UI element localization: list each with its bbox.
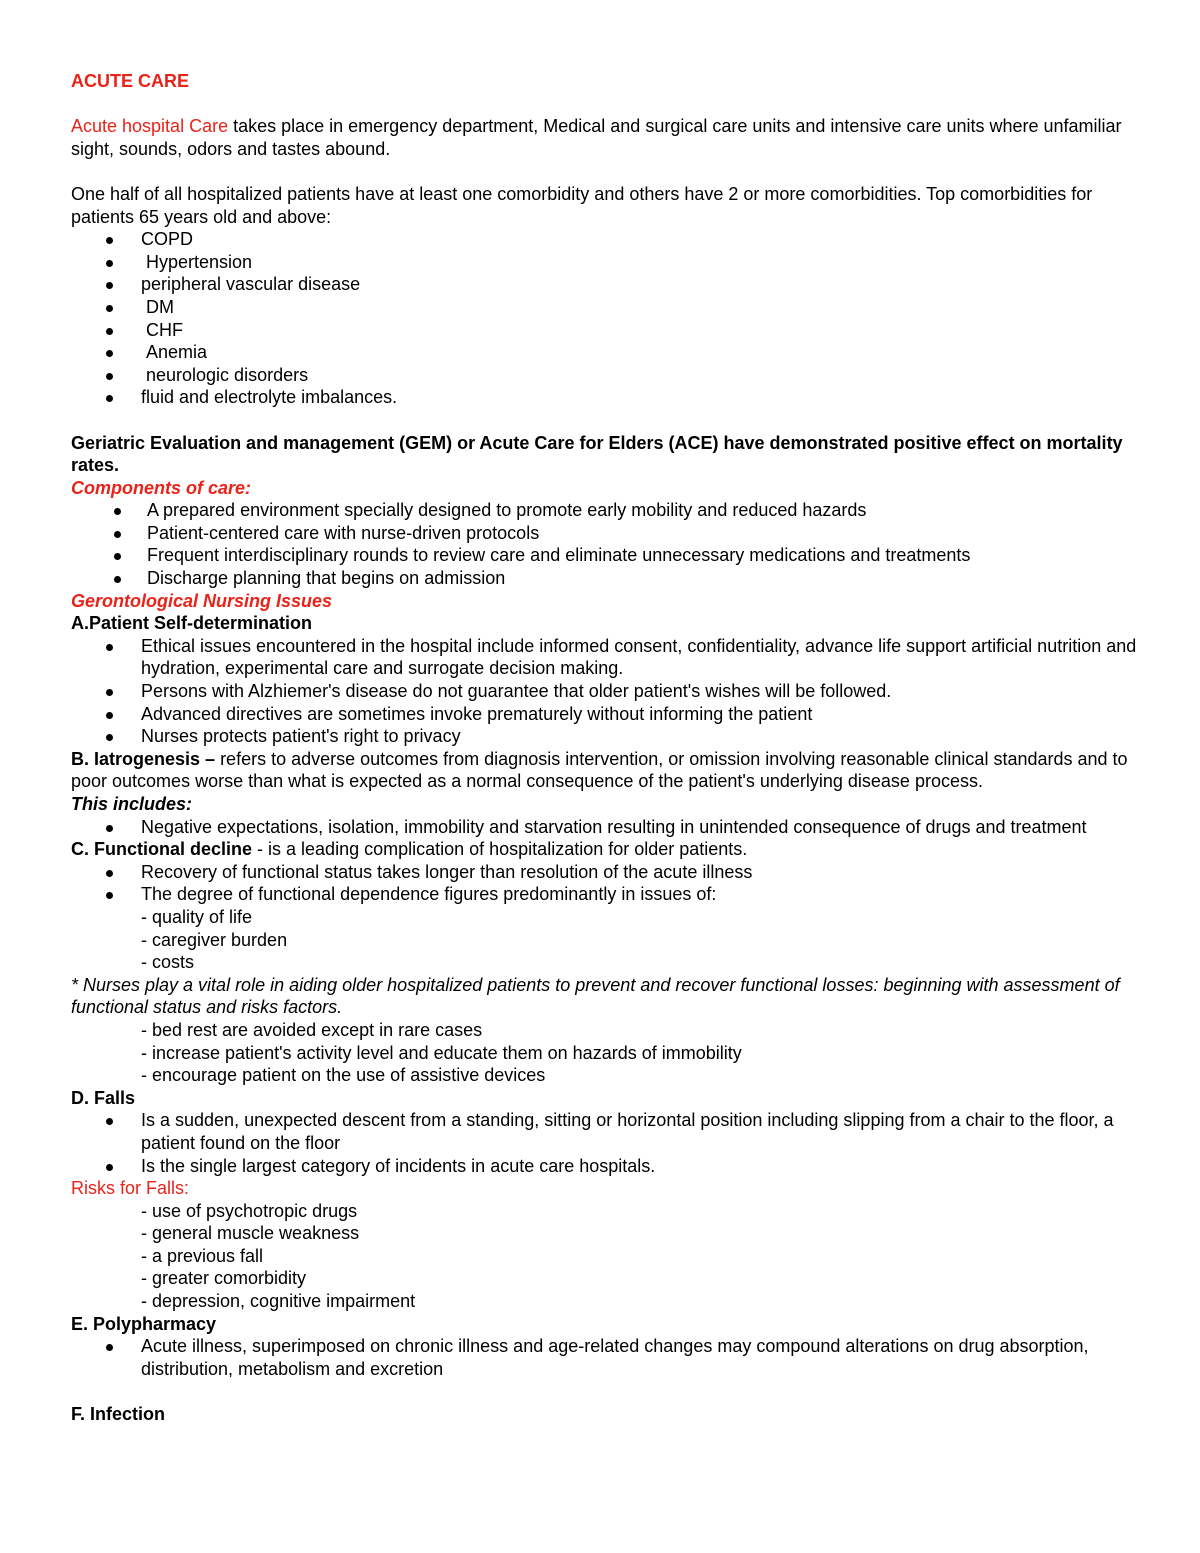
bullet-icon [106,644,113,651]
list-item: Persons with Alzhiemer's disease do not guarantee that older patient's wishes will be followed. [71,680,1141,703]
components-heading: Components of care: [71,477,252,498]
list-item: Recovery of functional status takes longer than resolution of the acute illness [71,861,1141,884]
bullet-icon [106,350,113,357]
sub-item: - caregiver burden [141,929,288,950]
sub-item: - use of psychotropic drugs [141,1200,358,1221]
bullet-icon [106,373,113,380]
sub-item: - increase patient's activity level and educate them on hazards of immobility [141,1042,742,1063]
list-item: fluid and electrolyte imbalances. [71,386,1141,409]
section-c-text: - is a leading complication of hospitalization for older patients. [252,839,748,860]
bullet-icon [106,282,113,289]
list-item: Anemia [71,341,1141,364]
section-c-note: * Nurses play a vital role in aiding older hospitalized patients to prevent and recover functional losses: beginning with assessment of functional status and risks factors. [71,974,1120,1018]
comorbidity-list [71,228,1141,409]
section-c-list [71,861,1141,906]
section-b-list [71,816,1141,839]
issues-heading: Gerontological Nursing Issues [71,590,333,611]
list-item: Is the single largest category of incidents in acute care hospitals. [71,1155,1141,1178]
list-item: Is a sudden, unexpected descent from a standing, sitting or horizontal position including slipping from a chair to the floor, a patient found on the floor [71,1109,1141,1154]
list-item: Acute illness, superimposed on chronic illness and age-related changes may compound alterations on drug absorption, distribution, metabolism and excretion [71,1335,1141,1380]
section-a-heading: A.Patient Self-determination [71,613,313,634]
comorbidity-paragraph: One half of all hospitalized patients have at least one comorbidity and others have 2 or more comorbidities. Top comorbidities for patients 65 years old and above: [71,183,1093,227]
sub-item: - encourage patient on the use of assistive devices [141,1065,546,1086]
section-e-list [71,1335,1141,1380]
list-item: COPD [71,228,1141,251]
list-item: Discharge planning that begins on admission [71,567,1141,590]
bullet-icon [114,531,121,538]
bullet-icon [106,328,113,335]
bullet-icon [114,553,121,560]
bullet-icon [114,508,121,515]
section-c-heading: C. Functional decline [71,839,253,860]
bullet-icon [106,395,113,402]
bullet-icon [106,305,113,312]
sub-item: - costs [141,952,195,973]
bullet-icon [106,689,113,696]
sub-item: - depression, cognitive impairment [141,1291,416,1312]
sub-item: - bed rest are avoided except in rare cases [141,1019,483,1040]
bullet-icon [106,260,113,267]
bullet-icon [106,870,113,877]
document-page [71,70,1141,1426]
bullet-icon [106,892,113,899]
section-d-list [71,1109,1141,1177]
list-item: The degree of functional dependence figures predominantly in issues of: [71,883,1141,906]
section-f-heading: F. Infection [71,1404,165,1425]
sub-item: - a previous fall [141,1245,264,1266]
intro-highlight: Acute hospital Care [71,116,229,137]
bullet-icon [106,237,113,244]
list-item: Nurses protects patient's right to privacy [71,725,1141,748]
intro-paragraph [71,115,1141,160]
list-item: Hypertension [71,251,1141,274]
list-item: neurologic disorders [71,364,1141,387]
list-item: Ethical issues encountered in the hospital include informed consent, confidentiality, advance life support artificial nutrition and hydration, experimental care and surrogate decision making. [71,635,1141,680]
bullet-icon [106,1118,113,1125]
bullet-icon [106,1344,113,1351]
section-b-paragraph [71,748,1141,793]
section-e-heading: E. Polypharmacy [71,1313,217,1334]
list-item: Negative expectations, isolation, immobility and starvation resulting in unintended consequence of drugs and treatment [71,816,1141,839]
intro-text: takes place in emergency department, Medical and surgical care units and intensive care units where unfamiliar sight, sounds, odors and tastes abound. [71,116,1122,159]
sub-item: - general muscle weakness [141,1223,360,1244]
sub-item: - greater comorbidity [141,1268,307,1289]
section-a-list [71,635,1141,748]
bullet-icon [106,734,113,741]
sub-item: - quality of life [141,906,253,927]
list-item: DM [71,296,1141,319]
list-item: Frequent interdisciplinary rounds to review care and eliminate unnecessary medications and treatments [71,544,1141,567]
bullet-icon [106,1164,113,1171]
components-list [71,499,1141,589]
risks-heading: Risks for Falls: [71,1178,190,1199]
gem-heading: Geriatric Evaluation and management (GEM) or Acute Care for Elders (ACE) have demonstrated positive effect on mortality rates. [71,432,1123,476]
list-item: A prepared environment specially designed to promote early mobility and reduced hazards [71,499,1141,522]
bullet-icon [106,712,113,719]
section-b-heading: B. Iatrogenesis – [71,748,216,769]
section-b-text: refers to adverse outcomes from diagnosis intervention, or omission involving reasonable clinical standards and to poor outcomes worse than what is expected as a normal consequence of the patient's underlying disease process. [71,748,1128,792]
list-item: Advanced directives are sometimes invoke prematurely without informing the patient [71,703,1141,726]
list-item: peripheral vascular disease [71,273,1141,296]
page-title: ACUTE CARE [71,71,190,91]
bullet-icon [114,576,121,583]
bullet-icon [106,825,113,832]
list-item: CHF [71,319,1141,342]
section-d-heading: D. Falls [71,1087,136,1108]
section-b-includes: This includes: [71,794,193,814]
section-c-paragraph [71,838,1141,861]
list-item: Patient-centered care with nurse-driven protocols [71,522,1141,545]
